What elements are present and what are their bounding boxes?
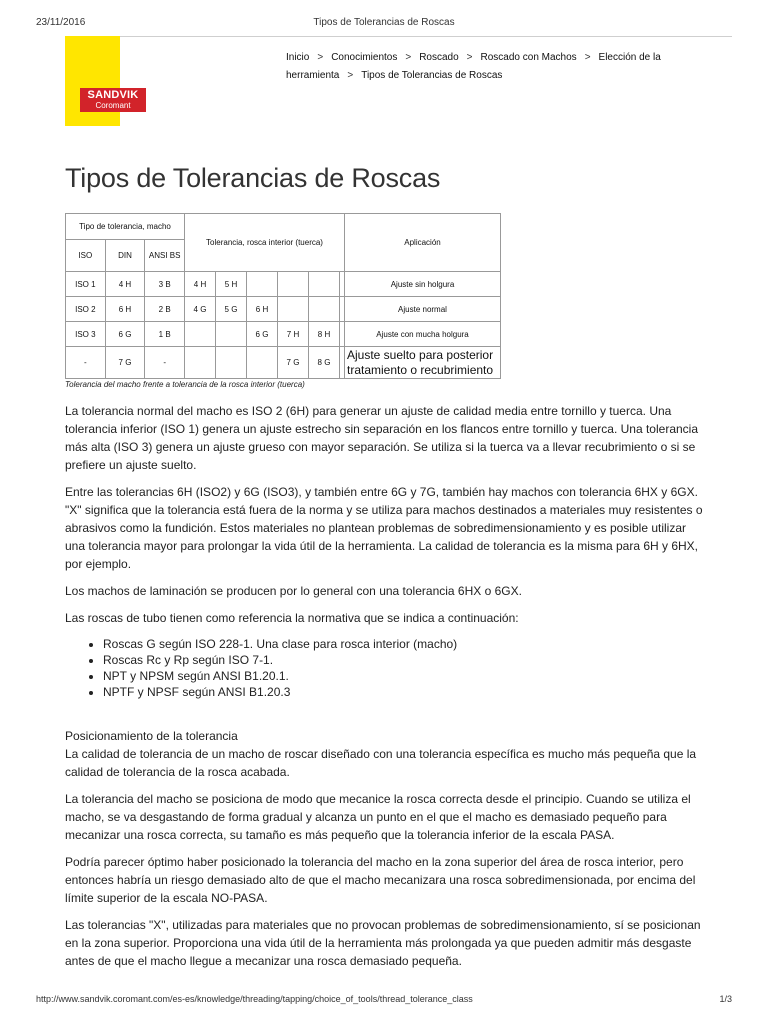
cell-nut: 7 G	[278, 347, 309, 379]
pipe-thread-list	[65, 636, 705, 700]
page-number: 1/3	[719, 994, 732, 1004]
cell-nut: 6 G	[247, 322, 278, 347]
cell-ansi: -	[145, 347, 185, 379]
table-header-row	[66, 214, 501, 240]
cell-nut	[185, 347, 216, 379]
logo-badge	[80, 88, 146, 112]
cell-nut: 8 G	[309, 347, 340, 379]
print-date: 23/11/2016	[36, 17, 86, 28]
cell-nut: 5 H	[216, 272, 247, 297]
logo-brand: SANDVIK	[87, 89, 139, 101]
header-din: DIN	[105, 240, 145, 272]
cell-nut: 4 G	[185, 297, 216, 322]
cell-ansi: 3 B	[145, 272, 185, 297]
header-nut-group: Tolerancia, rosca interior (tuerca)	[185, 214, 345, 272]
cell-iso: -	[66, 347, 106, 379]
paragraph: Entre las tolerancias 6H (ISO2) y 6G (ISO3), y también entre 6G y 7G, también hay machos con tolerancia 6HX y 6GX. "X" significa que la tolerancia está fuera de la norma y se utiliza para machos destinados a materiales muy resistentes o abrasivos como la fundición. Estos materiales no plantean problemas de sobredimensionamiento y es posible utilizar una tolerancia mayor para prolongar la vida útil de la herramienta. La calidad de tolerancia es la misma para 6H y 6HX, por ejemplo.	[65, 485, 703, 571]
cell-application: Ajuste sin holgura	[345, 272, 501, 297]
print-doc-title: Tipos de Tolerancias de Roscas	[313, 17, 455, 28]
paragraph: La tolerancia del macho se posiciona de modo que mecanice la rosca correcta desde el principio. Cuando se utiliza el macho, se va desgastando de forma gradual y alcanza un punto en el que el macho es demasiado pequeño para mecanizar una rosca correcta, su tamaño es más pequeño que la tolerancia inferior de la escala PASA.	[65, 792, 691, 842]
cell-iso: ISO 1	[66, 272, 106, 297]
paragraph: Las roscas de tubo tienen como referencia la normativa que se indica a continuación:	[65, 611, 519, 625]
paragraph: Los machos de laminación se producen por lo general con una tolerancia 6HX o 6GX.	[65, 584, 522, 598]
spacer	[65, 700, 705, 727]
cell-ansi: 2 B	[145, 297, 185, 322]
print-footer	[36, 994, 732, 1004]
cell-din: 6 G	[105, 322, 145, 347]
breadcrumb-item-current: Tipos de Tolerancias de Roscas	[361, 70, 503, 81]
cell-din: 7 G	[105, 347, 145, 379]
table-row	[66, 322, 501, 347]
paragraph: La tolerancia normal del macho es ISO 2 (6H) para generar un ajuste de calidad media entre tornillo y tuerca. Una tolerancia inferior (ISO 1) genera un ajuste estrecho sin separación en los flancos entre tornillo y tuerca. Una tolerancia más alta (ISO 3) genera un ajuste grueso con mayor separación. Se utiliza si la tuerca va a llevar recubrimiento o si se prefiere un ajuste suelto.	[65, 404, 699, 472]
section-heading: Posicionamiento de la tolerancia	[65, 729, 238, 743]
breadcrumb-item-eleccion[interactable]: Elección de la herramienta	[286, 52, 661, 81]
sandvik-logo[interactable]	[65, 36, 139, 126]
cell-din: 6 H	[105, 297, 145, 322]
list-item: • NPTF y NPSF según ANSI B1.20.3	[103, 684, 705, 700]
cell-nut: 8 H	[309, 322, 340, 347]
breadcrumb-item-roscado-con-machos[interactable]: Roscado con Machos	[480, 52, 577, 63]
list-item: • Roscas Rc y Rp según ISO 7-1.	[103, 652, 705, 668]
cell-nut: 4 H	[185, 272, 216, 297]
cell-din: 4 H	[105, 272, 145, 297]
header-tap-group: Tipo de tolerancia, macho	[66, 214, 185, 240]
list-item: • NPT y NPSM según ANSI B1.20.1.	[103, 668, 705, 684]
cell-application: Ajuste suelto para posterior tratamiento o recubrimiento	[345, 347, 501, 379]
header-ansi: ANSI BS	[145, 240, 185, 272]
cell-nut	[309, 297, 340, 322]
breadcrumb-separator: >	[584, 52, 591, 63]
table-row	[66, 347, 501, 379]
cell-nut: 5 G	[216, 297, 247, 322]
breadcrumb-separator: >	[347, 70, 354, 81]
breadcrumb-separator: >	[405, 52, 412, 63]
breadcrumb-item-conocimientos[interactable]: Conocimientos	[331, 52, 398, 63]
article-body	[65, 402, 705, 979]
cell-iso: ISO 2	[66, 297, 106, 322]
paragraph: La calidad de tolerancia de un macho de roscar diseñado con una tolerancia específica es mucho más pequeña que la calidad de tolerancia de la rosca acabada.	[65, 747, 697, 779]
header-divider	[118, 36, 732, 37]
table-caption: Tolerancia del macho frente a tolerancia de la rosca interior (tuerca)	[65, 380, 305, 389]
cell-application: Ajuste con mucha holgura	[345, 322, 501, 347]
cell-nut	[247, 347, 278, 379]
cell-nut: 7 H	[278, 322, 309, 347]
cell-iso: ISO 3	[66, 322, 106, 347]
logo-sub: Coromant	[95, 101, 131, 110]
header-application: Aplicación	[345, 214, 501, 272]
cell-nut	[216, 347, 247, 379]
cell-nut	[278, 272, 309, 297]
table-row	[66, 297, 501, 322]
source-url[interactable]: http://www.sandvik.coromant.com/es-es/knowledge/threading/tapping/choice_of_tools/thread_tolerance_class	[36, 994, 473, 1004]
cell-nut: 6 H	[247, 297, 278, 322]
breadcrumb-item-roscado[interactable]: Roscado	[419, 52, 459, 63]
breadcrumb-separator: >	[466, 52, 473, 63]
cell-nut	[278, 297, 309, 322]
breadcrumb-item-inicio[interactable]: Inicio	[286, 52, 310, 63]
cell-nut	[185, 322, 216, 347]
list-item: • Roscas G según ISO 228-1. Una clase para rosca interior (macho)	[103, 636, 705, 652]
table-row	[66, 272, 501, 297]
cell-nut	[309, 272, 340, 297]
tolerance-table	[65, 213, 501, 379]
paragraph: Las tolerancias "X", utilizadas para materiales que no provocan problemas de sobredimensionamiento, sí se posicionan en la zona superior. Proporciona una vida útil de la herramienta más prolongada ya que pueden admitir más desgaste antes de que el macho llegue a mecanizar una rosca demasiado pequeña.	[65, 918, 701, 968]
paragraph: Podría parecer óptimo haber posicionado la tolerancia del macho en la zona superior del área de rosca interior, pero entonces habría un riesgo demasiado alto de que el macho mecanizara una rosca sobredimensionada, por encima del límite superior de la escala NO-PASA.	[65, 855, 696, 905]
cell-application: Ajuste normal	[345, 297, 501, 322]
breadcrumb	[286, 49, 706, 85]
page-title: Tipos de Tolerancias de Roscas	[65, 163, 441, 193]
header-iso: ISO	[66, 240, 106, 272]
breadcrumb-separator: >	[317, 52, 324, 63]
cell-nut	[216, 322, 247, 347]
cell-nut	[247, 272, 278, 297]
cell-ansi: 1 B	[145, 322, 185, 347]
